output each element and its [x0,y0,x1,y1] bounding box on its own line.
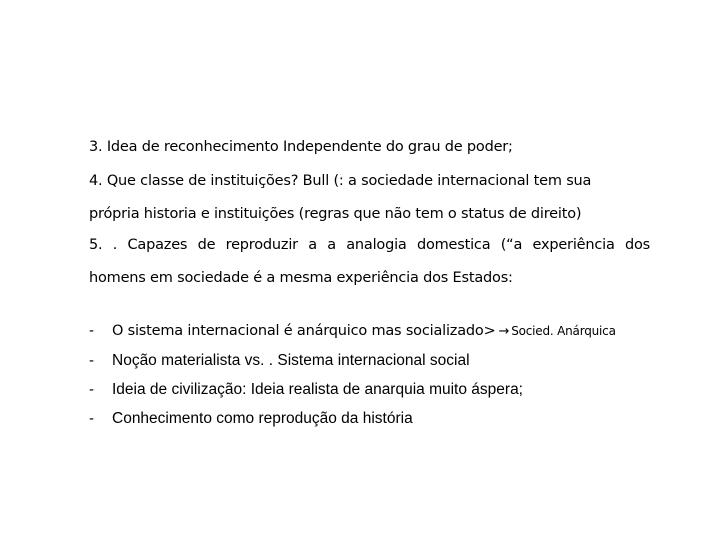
list-item-tail-text: Socied. Anárquica [511,324,616,338]
arrow-right-icon: → [498,324,510,339]
paragraph-5-line-1: 5. . Capazes de reproduzir a a analogia domestica (“a experiência dos [89,237,650,253]
paragraph-4-line-2: própria historia e instituições (regras que não tem o status de direito) [89,206,582,222]
list-item-text: Conhecimento como reprodução da história [112,410,413,427]
dash-bullet: - [89,322,94,339]
paragraph-4-line-1: 4. Que classe de instituições? Bull (: a sociedade internacional tem sua [89,173,592,189]
paragraph-3: 3. Idea de reconhecimento Independente do grau de poder; [89,139,513,155]
paragraph-5-line-2: homens em sociedade é a mesma experiência dos Estados: [89,270,513,286]
list-item-text [112,321,616,342]
dash-bullet: - [89,410,94,427]
list-item-text: Noção materialista vs. . Sistema internacional social [112,352,470,369]
dash-bullet: - [89,381,94,398]
dash-bullet: - [89,352,94,369]
list-item-text: Ideia de civilização: Ideia realista de anarquia muito áspera; [112,381,523,398]
list-item-main-text: O sistema internacional é anárquico mas socializado> [112,323,496,339]
